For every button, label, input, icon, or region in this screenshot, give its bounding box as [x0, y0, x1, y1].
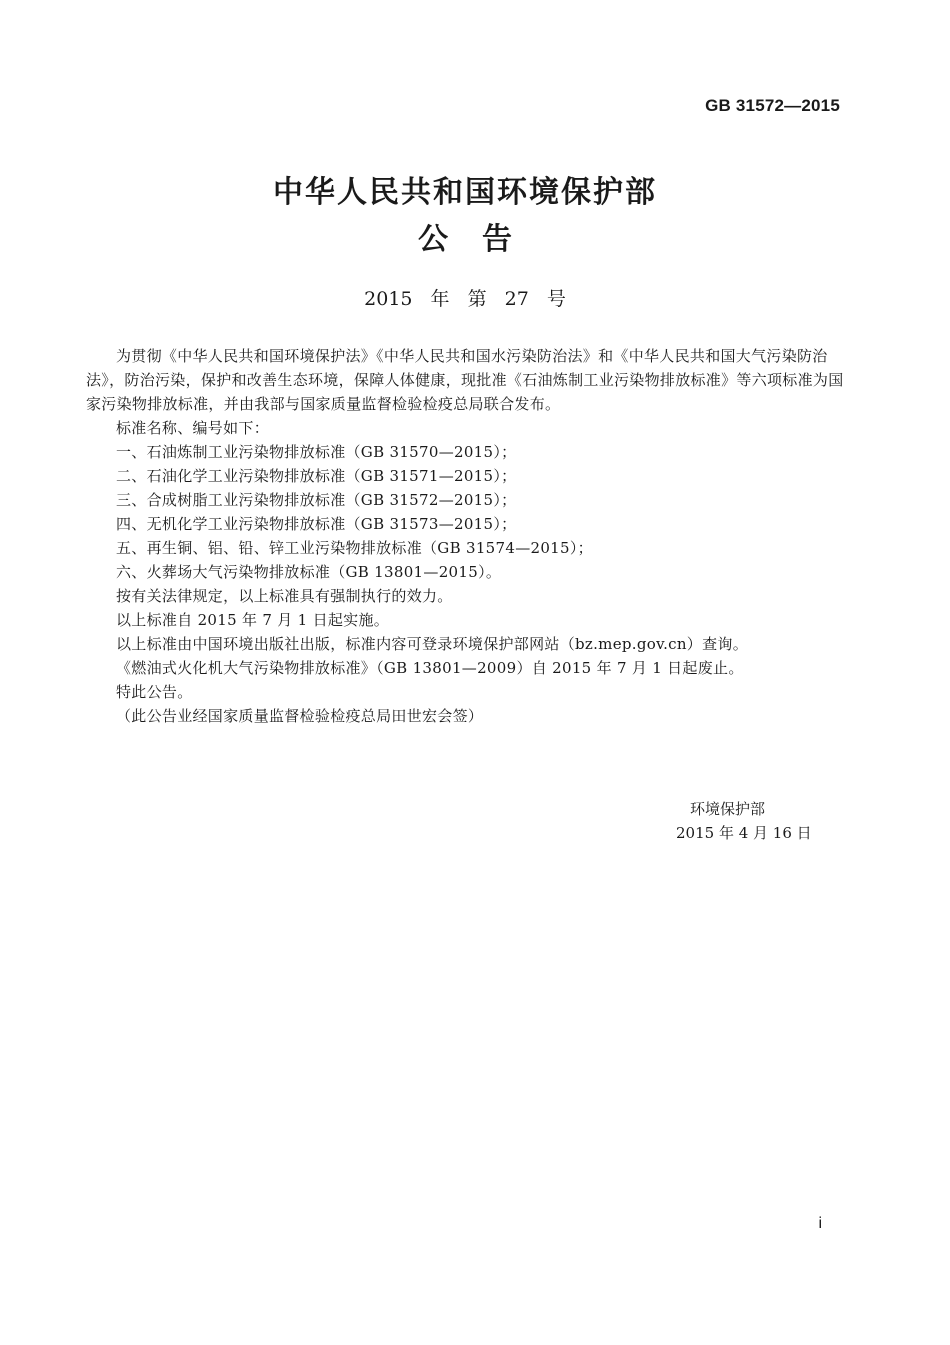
standard-item: 三、合成树脂工业污染物排放标准（GB 31572—2015）；	[116, 491, 517, 509]
document-title-announcement: 公告	[418, 222, 546, 257]
countersign-note: （此公告业经国家质量监督检验检疫总局田世宏会签）	[116, 707, 484, 725]
notice-number: 2015 年 第 27 号	[364, 288, 566, 310]
standard-item: 四、无机化学工业污染物排放标准（GB 31573—2015）；	[116, 515, 517, 533]
standard-item: 六、火葬场大气污染物排放标准（GB 13801—2015）。	[116, 563, 502, 581]
signing-date: 2015 年 4 月 16 日	[676, 824, 812, 842]
page-number: i	[818, 1215, 822, 1232]
announcement-body	[86, 344, 856, 728]
standard-item: 五、再生铜、铝、铅、锌工业污染物排放标准（GB 31574—2015）；	[116, 539, 593, 557]
standard-item: 二、石油化学工业污染物排放标准（GB 31571—2015）；	[116, 467, 517, 485]
standards-list-heading: 标准名称、编号如下：	[116, 419, 270, 437]
repeal-line: 《燃油式火化机大气污染物排放标准》（GB 13801—2009）自 2015 年 7 月 1 日起废止。	[116, 659, 744, 677]
effective-date-line: 以上标准自 2015 年 7 月 1 日起实施。	[116, 611, 390, 629]
intro-paragraph: 为贯彻《中华人民共和国环境保护法》《中华人民共和国水污染防治法》和《中华人民共和国大气污染防治法》，防治污染，保护和改善生态环境，保障人体健康，现批准《石油炼制工业污染物排放标准》等六项标准为国家污染物排放标准，并由我部与国家质量监督检验检疫总局联合发布。	[86, 347, 844, 413]
publication-line: 以上标准由中国环境出版社出版，标准内容可登录环境保护部网站（bz.mep.gov.cn）查询。	[116, 635, 749, 653]
standard-code-header: GB 31572—2015	[705, 96, 840, 115]
standards-list	[86, 440, 856, 584]
standard-item: 一、石油炼制工业污染物排放标准（GB 31570—2015）；	[116, 443, 517, 461]
document-title-ministry: 中华人民共和国环境保护部	[273, 175, 657, 210]
announcement-closing: 特此公告。	[116, 683, 193, 701]
signing-organization: 环境保护部	[690, 800, 766, 818]
signature-block	[676, 797, 812, 845]
legal-effect-line: 按有关法律规定，以上标准具有强制执行的效力。	[116, 587, 453, 605]
